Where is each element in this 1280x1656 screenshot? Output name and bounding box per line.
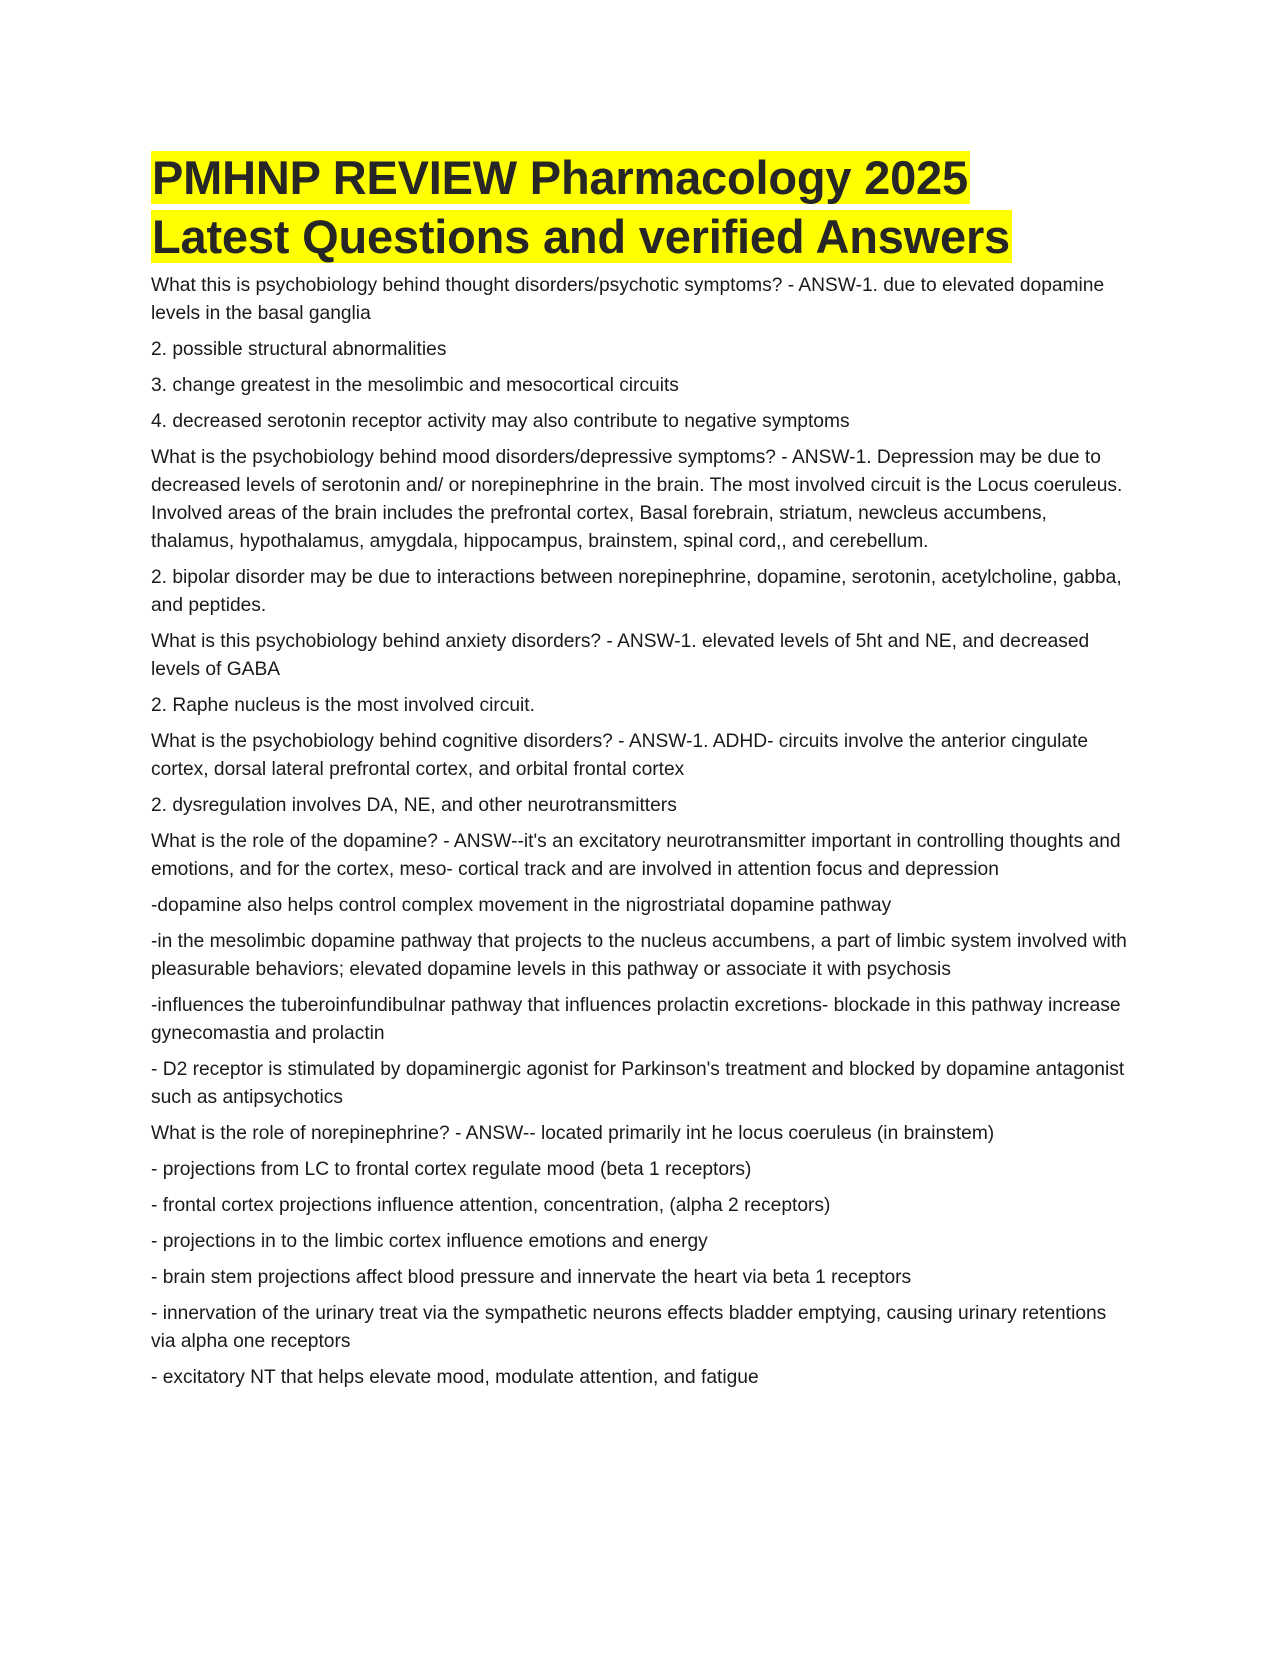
paragraph: - projections from LC to frontal cortex regulate mood (beta 1 receptors): [151, 1159, 752, 1180]
paragraph: What this is psychobiology behind thought disorders/psychotic symptoms? - ANSW-1. due to elevated dopamine levels in the basal ganglia: [151, 275, 1105, 324]
paragraph: 2. dysregulation involves DA, NE, and other neurotransmitters: [151, 795, 677, 816]
paragraph: - innervation of the urinary treat via the sympathetic neurons effects bladder emptying, causing urinary retentions via alpha one receptors: [151, 1303, 1107, 1352]
paragraph: What is the psychobiology behind cognitive disorders? - ANSW-1. ADHD- circuits involve the anterior cingulate cortex, dorsal lateral prefrontal cortex, and orbital frontal cortex: [151, 731, 1089, 780]
paragraph: 2. bipolar disorder may be due to interactions between norepinephrine, dopamine, serotonin, acetylcholine, gabba, and peptides.: [151, 567, 1122, 616]
paragraph: What is the role of norepinephrine? - ANSW-- located primarily int he locus coeruleus (in brainstem): [151, 1123, 995, 1144]
paragraph: What is the role of the dopamine? - ANSW--it's an excitatory neurotransmitter important in controlling thoughts and emotions, and for the cortex, meso- cortical track and are involved in attention focus and depression: [151, 831, 1121, 880]
paragraph: 4. decreased serotonin receptor activity may also contribute to negative symptoms: [151, 411, 850, 432]
paragraph: 2. Raphe nucleus is the most involved circuit.: [151, 695, 535, 716]
paragraph: -in the mesolimbic dopamine pathway that projects to the nucleus accumbens, a part of limbic system involved with pleasurable behaviors; elevated dopamine levels in this pathway or associate it with psychosis: [151, 931, 1127, 980]
paragraph: -dopamine also helps control complex movement in the nigrostriatal dopamine pathway: [151, 895, 892, 916]
paragraph: - projections in to the limbic cortex influence emotions and energy: [151, 1231, 708, 1252]
paragraph: - brain stem projections affect blood pressure and innervate the heart via beta 1 receptors: [151, 1267, 912, 1288]
document-title: [151, 148, 1131, 266]
paragraph: 2. possible structural abnormalities: [151, 339, 447, 360]
paragraph: -influences the tuberoinfundibulnar pathway that influences prolactin excretions- blockade in this pathway increase gynecomastia and prolactin: [151, 995, 1121, 1044]
title-line-2: Latest Questions and verified Answers: [152, 210, 1010, 263]
paragraph: - D2 receptor is stimulated by dopaminergic agonist for Parkinson's treatment and blocked by dopamine antagonist such as antipsychotics: [151, 1059, 1125, 1108]
document-body: [151, 148, 1131, 1400]
paragraph: 3. change greatest in the mesolimbic and mesocortical circuits: [151, 375, 679, 396]
paragraph: What is this psychobiology behind anxiety disorders? - ANSW-1. elevated levels of 5ht and NE, and decreased levels of GABA: [151, 631, 1090, 680]
paragraph: What is the psychobiology behind mood disorders/depressive symptoms? - ANSW-1. Depression may be due to decreased levels of serotonin and/ or norepinephrine in the brain. The most involved circuit is the Locus coeruleus. Involved areas of the brain includes the prefrontal cortex, Basal forebrain, striatum, newcleus accumbens, thalamus, hypothalamus, amygdala, hippocampus, brainstem, spinal cord,, and cerebellum.: [151, 447, 1123, 552]
title-line-1: PMHNP REVIEW Pharmacology 2025: [152, 151, 968, 204]
paragraph: - excitatory NT that helps elevate mood, modulate attention, and fatigue: [151, 1367, 759, 1388]
paragraph: - frontal cortex projections influence attention, concentration, (alpha 2 receptors): [151, 1195, 831, 1216]
